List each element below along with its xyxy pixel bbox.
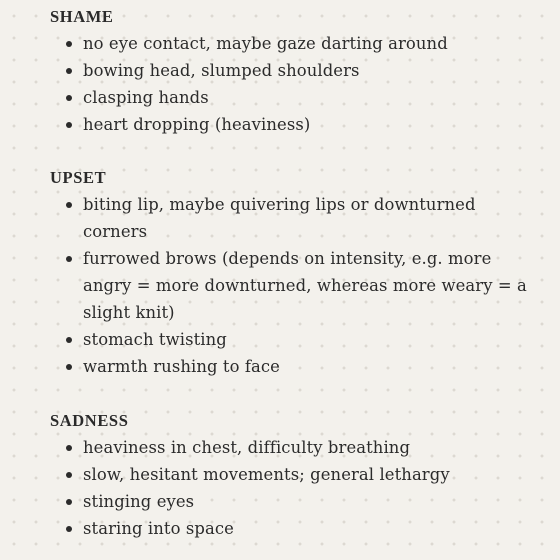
bullet-list — [0, 434, 560, 542]
list-item — [0, 353, 560, 380]
list-item — [0, 57, 560, 84]
list-item-text: staring into space — [83, 519, 234, 538]
section-heading: SHAME — [50, 7, 114, 26]
list-item — [0, 434, 560, 461]
list-item-text: stomach twisting — [83, 330, 227, 349]
list-item-text: slow, hesitant movements; general lethargy — [83, 465, 450, 484]
bullet-icon — [66, 122, 72, 128]
bullet-icon — [66, 472, 72, 478]
list-item — [0, 515, 560, 542]
bullet-icon — [66, 337, 72, 343]
bullet-icon — [66, 364, 72, 370]
list-item-text: warmth rushing to face — [83, 357, 280, 376]
list-item-text: furrowed brows (depends on intensity, e.g. more angry = more downturned, whereas more weary = a slight knit) — [83, 249, 527, 322]
list-item — [0, 30, 560, 57]
list-item — [0, 461, 560, 488]
list-item-text: biting lip, maybe quivering lips or downturned corners — [83, 195, 476, 241]
bullet-icon — [66, 202, 72, 208]
section-heading: UPSET — [50, 168, 107, 187]
bullet-icon — [66, 68, 72, 74]
bullet-list — [0, 191, 560, 380]
list-item-text: heart dropping (heaviness) — [83, 115, 311, 134]
list-item-text: no eye contact, maybe gaze darting around — [83, 34, 448, 53]
bullet-icon — [66, 526, 72, 532]
list-item-text: bowing head, slumped shoulders — [83, 61, 360, 80]
list-item-text: clasping hands — [83, 88, 209, 107]
bullet-icon — [66, 256, 72, 262]
bullet-list — [0, 30, 560, 138]
list-item — [0, 84, 560, 111]
list-item-text: heaviness in chest, difficulty breathing — [83, 438, 411, 457]
list-item — [0, 245, 560, 326]
bullet-icon — [66, 445, 72, 451]
section-heading: SADNESS — [50, 411, 129, 430]
list-item — [0, 191, 560, 245]
bullet-icon — [66, 95, 72, 101]
bullet-icon — [66, 499, 72, 505]
list-item — [0, 326, 560, 353]
bullet-icon — [66, 41, 72, 47]
list-item-text: stinging eyes — [83, 492, 195, 511]
list-item — [0, 488, 560, 515]
list-item — [0, 111, 560, 138]
